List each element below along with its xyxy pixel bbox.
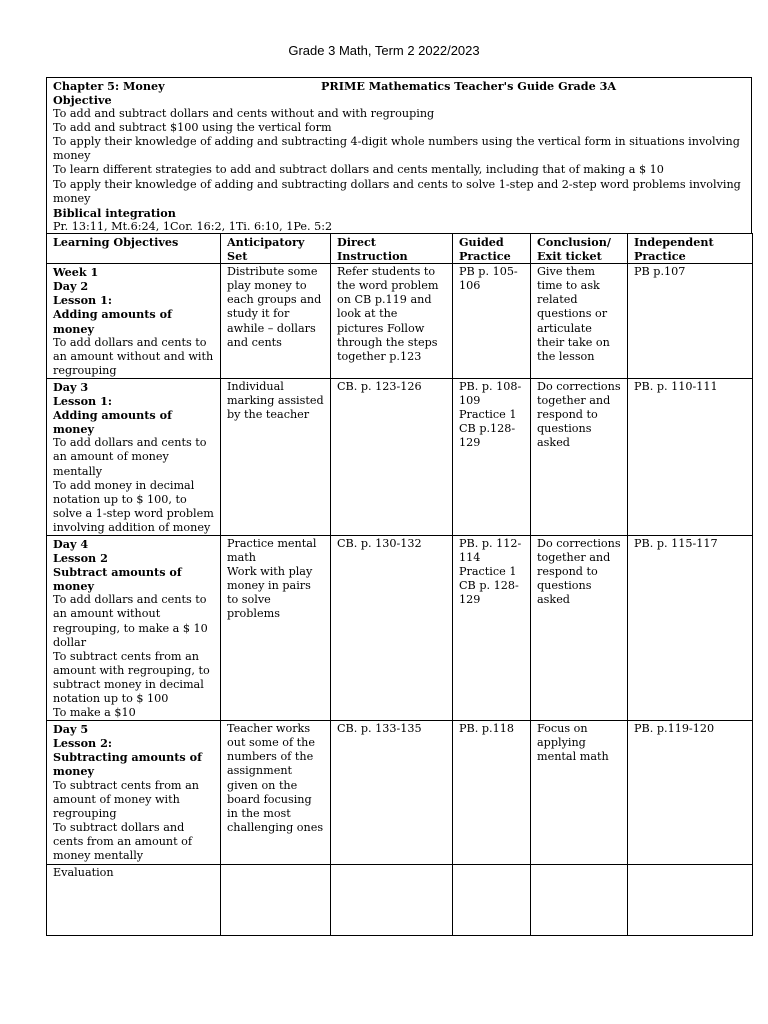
conclusion-cell [531, 535, 628, 720]
anticipatory-set-cell [221, 535, 331, 720]
table-row [47, 721, 753, 865]
lesson-heading: Adding amounts of money [53, 307, 172, 336]
empty-cell [221, 865, 331, 936]
guided-practice-cell [453, 264, 531, 379]
column-header: Guided Practice [453, 234, 531, 264]
learning-objective-cell [47, 721, 221, 865]
table-row [47, 535, 753, 720]
cell-text: CB p.128-129 [459, 422, 516, 450]
guided-practice-cell [453, 378, 531, 535]
column-header: Anticipatory Set [221, 234, 331, 264]
column-header: Direct Instruction [331, 234, 453, 264]
conclusion-cell [531, 264, 628, 379]
evaluation-label: Evaluation [47, 865, 221, 936]
learning-objective-cell [47, 535, 221, 720]
direct-instruction-cell [331, 721, 453, 865]
lesson-heading: Day 3 [53, 379, 89, 394]
chapter-title: Chapter 5: Money [53, 79, 165, 93]
anticipatory-set-cell [221, 264, 331, 379]
objective-item: To add and subtract $100 using the vertical form [53, 121, 332, 135]
cell-text: Distribute some play money to each groups and study it for awhile – dollars and cents [227, 265, 322, 349]
empty-cell [531, 865, 628, 936]
empty-cell [331, 865, 453, 936]
objective-item: To apply their knowledge of adding and subtracting dollars and cents to solve 1-step and 2-step word problems involving money [53, 177, 741, 205]
page-header: Grade 3 Math, Term 2 2022/2023 [288, 43, 480, 58]
table-row [47, 264, 753, 379]
cell-text: Practice 1 [459, 408, 517, 422]
objective-text: To make a $10 [53, 706, 136, 720]
cell-text: Focus on applying mental math [537, 722, 609, 764]
objective-text: To add dollars and cents to an amount of money mentally [53, 436, 207, 478]
lesson-heading: Lesson 1: [53, 293, 112, 308]
learning-objective-cell [47, 264, 221, 379]
chapter-title-row [53, 79, 745, 93]
cell-text: Work with play money in pairs to solve problems [227, 565, 313, 621]
cell-text: Individual marking assisted by the teacher [227, 379, 324, 422]
cell-text: Refer students to the word problem on CB p.119 and look at the pictures Follow through the steps together p.123 [337, 265, 439, 363]
chapter-info-box [46, 77, 752, 234]
cell-text: PB. p. 112-114 [459, 536, 522, 565]
conclusion-cell [531, 721, 628, 865]
cell-text: Give them time to ask related questions or articulate their take on the lesson [537, 265, 610, 363]
direct-instruction-cell [331, 378, 453, 535]
cell-text: PB. p.118 [459, 722, 514, 736]
cell-text: CB. p. 133-135 [337, 722, 422, 736]
objective-text: To add dollars and cents to an amount without and with regrouping [53, 335, 214, 377]
objective-text: To add money in decimal notation up to $ 100, to solve a 1-step word problem involving addition of money [53, 478, 214, 534]
cell-text: Practice 1 [459, 565, 517, 579]
cell-text: PB. p. 115-117 [634, 536, 718, 550]
anticipatory-set-cell [221, 721, 331, 865]
cell-text: PB. p. 110-111 [634, 379, 718, 393]
lesson-heading: Day 2 [53, 279, 89, 294]
column-header: Learning Objectives [47, 234, 221, 264]
cell-text: PB p. 105-106 [459, 265, 518, 293]
empty-cell [628, 865, 753, 936]
lesson-heading: Day 4 [53, 536, 89, 551]
lesson-heading: Week 1 [53, 265, 99, 280]
table-header-row [47, 234, 753, 264]
cell-text: Teacher works out some of the numbers of the assignment given on the board focusing in the most challenging ones [227, 722, 324, 834]
independent-practice-cell [628, 378, 753, 535]
lesson-heading: Day 5 [53, 722, 89, 737]
cell-text: PB. p.119-120 [634, 722, 715, 736]
guided-practice-cell [453, 721, 531, 865]
cell-text: PB p.107 [634, 265, 686, 279]
objective-text: To subtract cents from an amount with regrouping, to subtract money in decimal notation up to $ 100 [53, 649, 210, 705]
lesson-heading: Lesson 2: [53, 736, 112, 751]
cell-text: Do corrections together and respond to questions asked [537, 536, 621, 607]
objective-item: To apply their knowledge of adding and subtracting 4-digit whole numbers using the vertical form in situations involving money [53, 135, 740, 163]
independent-practice-cell [628, 535, 753, 720]
objective-item: To learn different strategies to add and subtract dollars and cents mentally, including that of making a $ 10 [53, 163, 664, 177]
biblical-heading: Biblical integration [53, 205, 176, 220]
direct-instruction-cell [331, 535, 453, 720]
learning-objective-cell [47, 378, 221, 535]
cell-text: PB. p. 108-109 [459, 379, 522, 408]
lesson-plan-table [46, 233, 753, 936]
lesson-heading: Subtract amounts of money [53, 565, 182, 594]
guided-practice-cell [453, 535, 531, 720]
objective-text: To add dollars and cents to an amount without regrouping, to make a $ 10 dollar [53, 593, 208, 649]
table-row [47, 378, 753, 535]
independent-practice-cell [628, 264, 753, 379]
cell-text: CB. p. 123-126 [337, 379, 422, 393]
cell-text: CB p. 128-129 [459, 579, 519, 607]
anticipatory-set-cell [221, 378, 331, 535]
objective-item: To add and subtract dollars and cents without and with regrouping [53, 107, 435, 121]
cell-text: CB. p. 130-132 [337, 536, 422, 550]
guide-title: PRIME Mathematics Teacher's Guide Grade 3A [321, 79, 617, 93]
objective-text: To subtract dollars and cents from an amount of money mentally [53, 820, 193, 863]
cell-text: Practice mental math [227, 536, 317, 565]
cell-text: Do corrections together and respond to questions asked [537, 379, 621, 450]
column-header: Conclusion/ Exit ticket [531, 234, 628, 264]
lesson-heading: Subtracting amounts of money [53, 750, 202, 779]
lesson-heading: Lesson 2 [53, 551, 108, 566]
evaluation-row [47, 865, 753, 936]
independent-practice-cell [628, 721, 753, 865]
lesson-heading: Adding amounts of money [53, 408, 172, 437]
objective-heading: Objective [53, 93, 112, 107]
column-header: Independent Practice [628, 234, 753, 264]
biblical-references: Pr. 13:11, Mt.6:24, 1Cor. 16:2, 1Ti. 6:10, 1Pe. 5:2 [53, 219, 333, 233]
lesson-heading: Lesson 1: [53, 394, 112, 409]
empty-cell [453, 865, 531, 936]
objective-list [53, 107, 745, 206]
direct-instruction-cell [331, 264, 453, 379]
conclusion-cell [531, 378, 628, 535]
objective-text: To subtract cents from an amount of money with regrouping [53, 778, 199, 820]
